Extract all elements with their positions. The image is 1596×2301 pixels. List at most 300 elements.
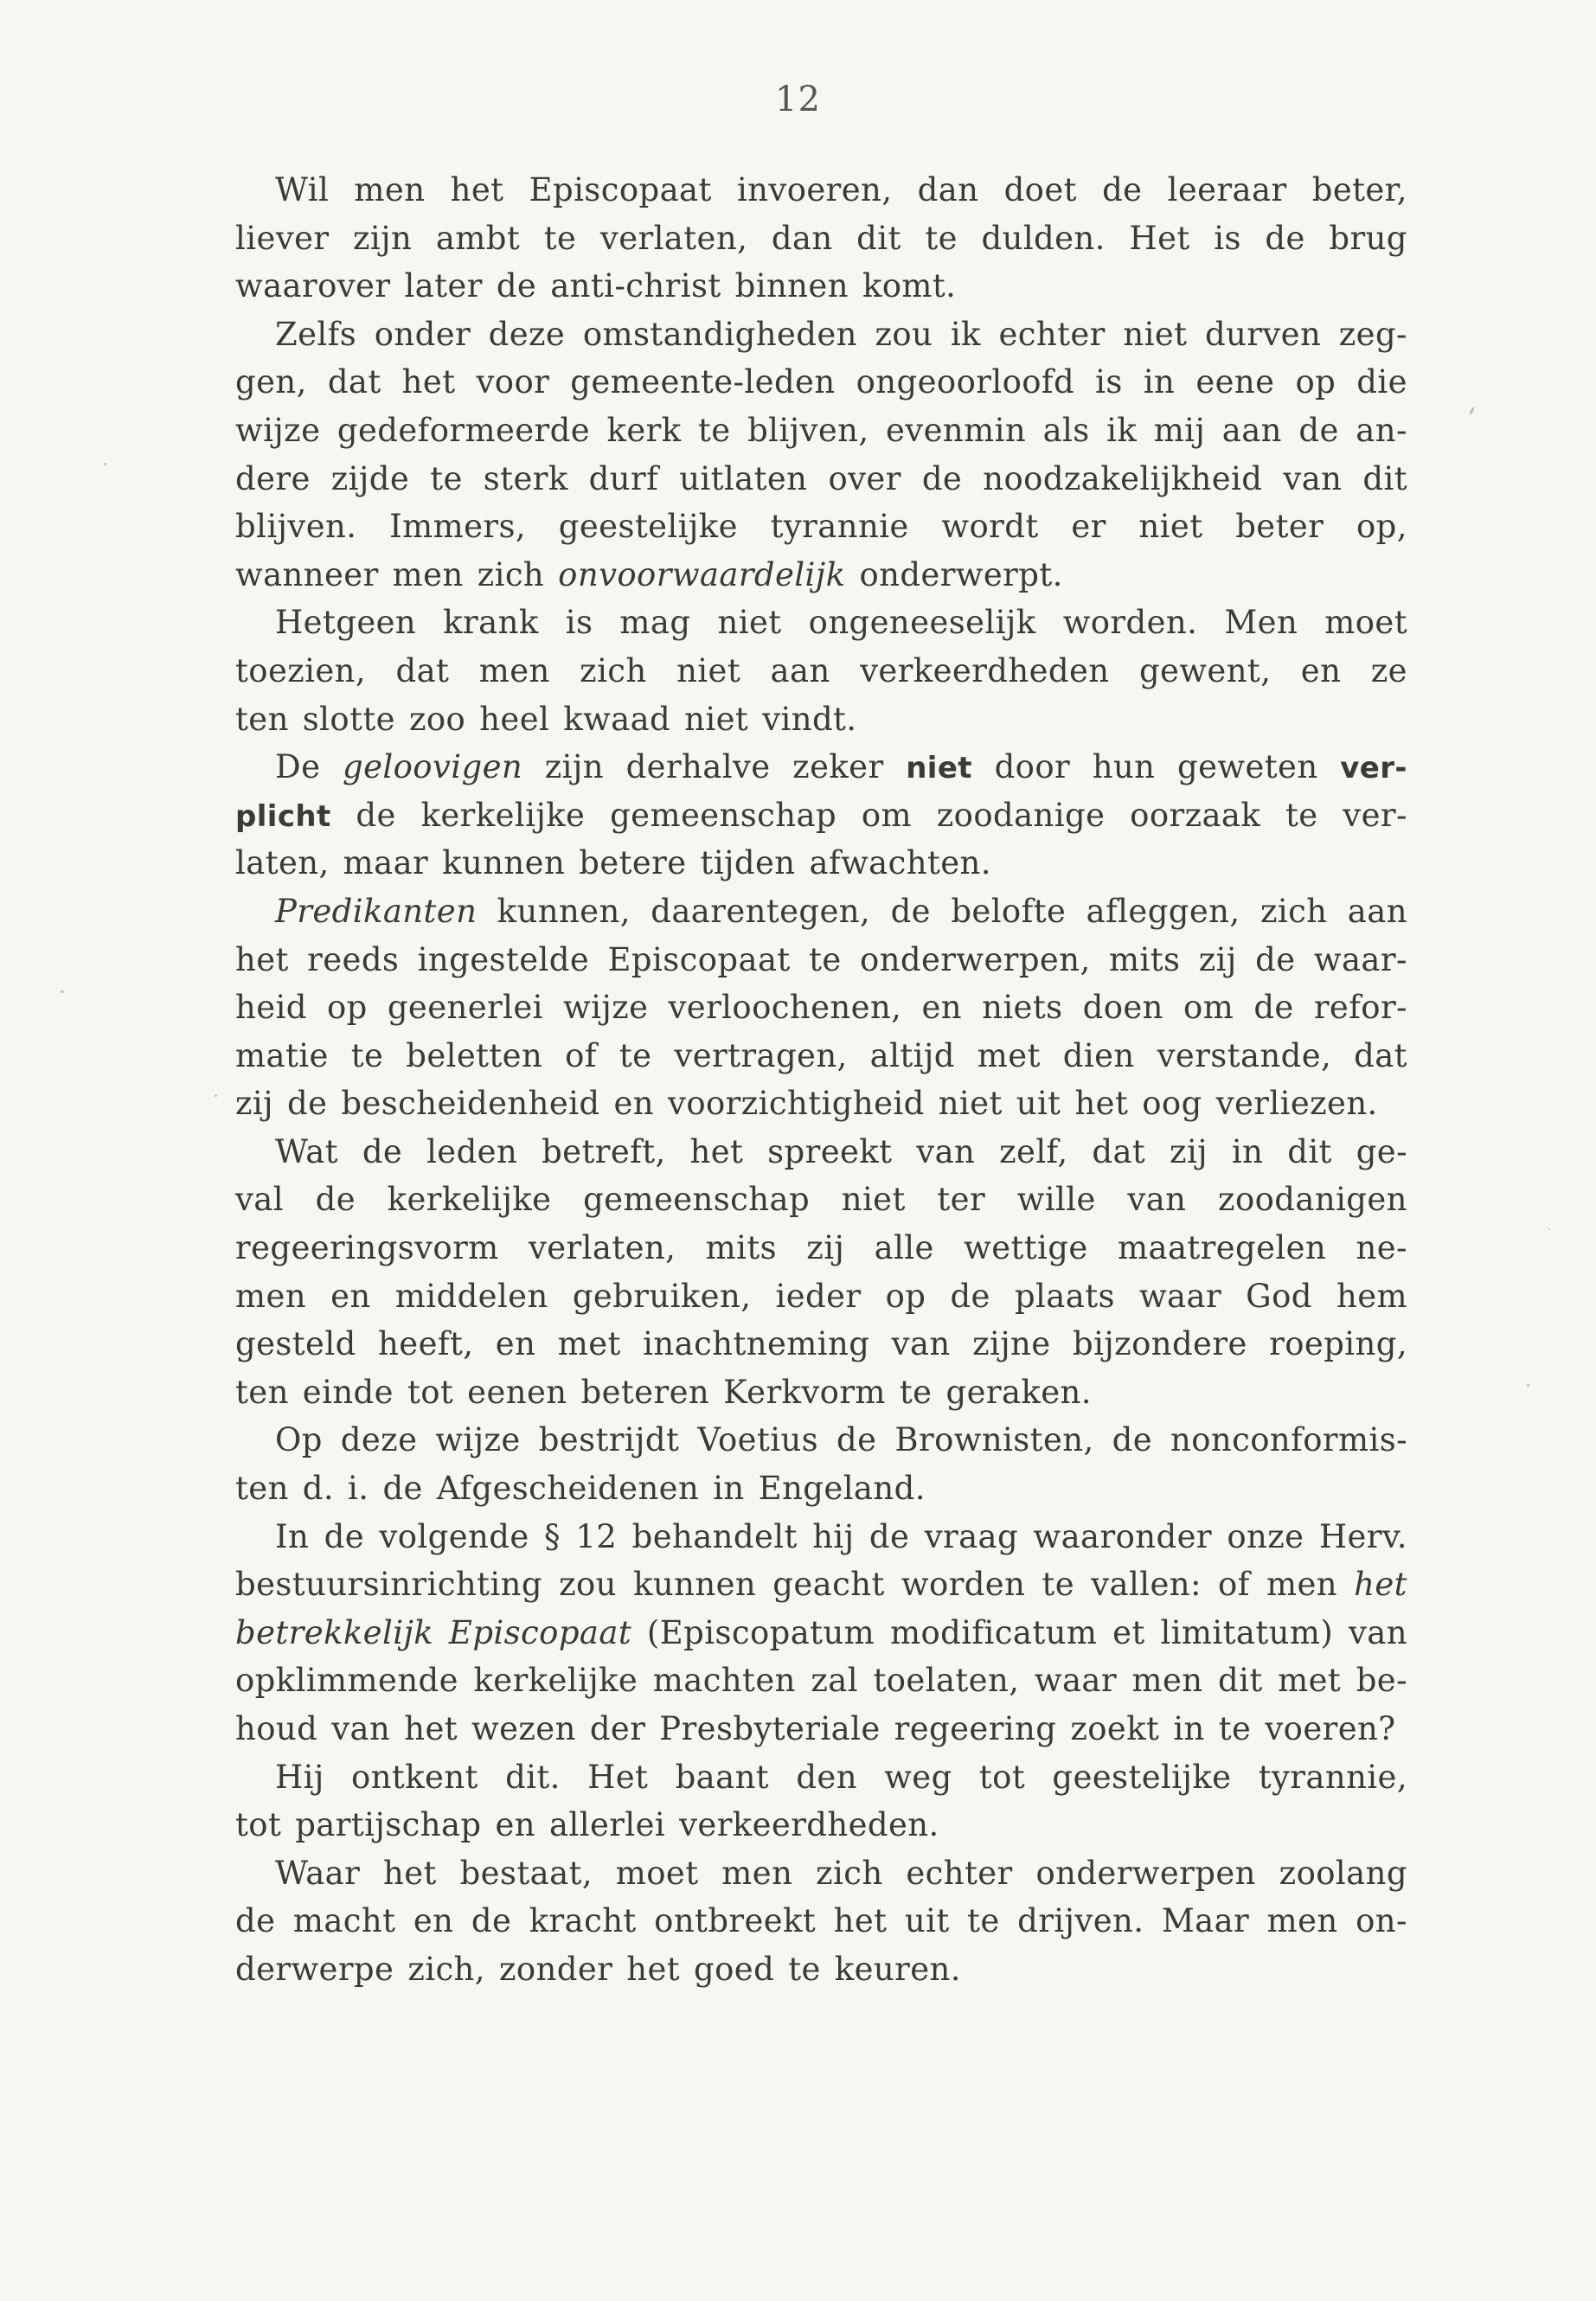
word: Brownisten, — [894, 1421, 1094, 1459]
word: noodzakelijkheid — [983, 459, 1263, 497]
word: te — [967, 1902, 1000, 1940]
word: is — [565, 604, 593, 642]
word: aan — [1221, 411, 1282, 449]
word: dat — [395, 651, 450, 689]
word: mits — [1109, 940, 1181, 978]
word: in — [1231, 1132, 1264, 1170]
word: roeping, — [1269, 1325, 1407, 1363]
word: beteren — [580, 1373, 710, 1411]
word: worden. — [1062, 604, 1198, 642]
word: gebruiken, — [572, 1277, 752, 1315]
word: sterk — [483, 459, 568, 497]
word: oorzaak — [1130, 796, 1261, 834]
word: hun — [1092, 748, 1156, 786]
word: wanneer — [235, 555, 379, 593]
word: de — [471, 1902, 512, 1940]
word: worden — [901, 1566, 1026, 1604]
word: de — [1265, 219, 1305, 257]
word: dat — [1092, 1132, 1146, 1170]
word: mag — [619, 604, 691, 642]
word: blijven, — [747, 411, 869, 449]
word: en — [330, 1277, 371, 1315]
word: zich — [580, 651, 647, 689]
text-line — [235, 1037, 1407, 1086]
word: tijden — [700, 844, 796, 882]
scan-speck — [215, 1094, 217, 1097]
word: van — [1283, 459, 1343, 497]
word: gemeenschap — [583, 1181, 811, 1219]
word: op, — [1356, 508, 1407, 546]
word: geloovigen — [342, 748, 523, 786]
word: kunnen, — [497, 892, 631, 930]
word: wijze — [235, 411, 321, 449]
word: er — [1071, 508, 1106, 546]
word: ten — [235, 700, 289, 738]
word: met — [977, 1036, 1041, 1074]
word: wille — [1016, 1181, 1096, 1219]
text-line — [235, 1470, 1407, 1518]
word: i. — [348, 1470, 369, 1508]
text-line — [235, 316, 1407, 364]
word: modificatum — [889, 1613, 1098, 1651]
word: onder — [374, 315, 471, 353]
word: op — [1295, 363, 1336, 401]
word: zeg- — [1338, 315, 1407, 353]
word: op — [326, 989, 368, 1027]
text-line — [235, 1662, 1407, 1710]
word: ieder — [775, 1277, 862, 1315]
word: Predikanten — [275, 892, 478, 930]
word: de — [1102, 171, 1143, 208]
word: drijven. — [1017, 1902, 1144, 1940]
word: on- — [1356, 1902, 1407, 1940]
word: kerkelijke — [387, 1181, 552, 1219]
text-line — [235, 893, 1407, 941]
word: liever — [235, 219, 330, 257]
word: dit — [1362, 459, 1407, 497]
word: dan — [771, 219, 833, 257]
text-line — [235, 844, 1407, 893]
word: of — [565, 1036, 597, 1074]
scan-speck — [104, 463, 106, 465]
word: plicht — [235, 798, 331, 834]
word: durven — [1204, 315, 1322, 353]
word: 12 — [575, 1517, 618, 1555]
text-line — [235, 604, 1407, 652]
word: het — [1354, 1566, 1407, 1604]
word: niet — [938, 1085, 1003, 1123]
text-line — [235, 652, 1407, 701]
word: men — [478, 651, 550, 689]
word: zonder — [498, 1950, 613, 1988]
word: kunnen — [442, 844, 566, 882]
scan-speck — [1548, 1228, 1550, 1230]
word: wijze — [435, 1421, 521, 1459]
word: de — [324, 1517, 365, 1555]
word: derhalve — [625, 748, 771, 786]
word: betere — [579, 844, 687, 882]
word: eene — [1195, 363, 1275, 401]
word: geestelijke — [1052, 1758, 1232, 1796]
word: ver- — [1343, 796, 1407, 834]
word: deze — [488, 315, 566, 353]
word: onderwerpen — [1035, 1854, 1256, 1892]
word: zou — [875, 315, 933, 353]
word: uit — [1016, 1085, 1061, 1123]
word: nonconformis- — [1170, 1421, 1407, 1459]
word: oog — [1142, 1085, 1202, 1123]
word: brug — [1329, 219, 1407, 257]
word: belofte — [951, 892, 1067, 930]
word: ambt — [435, 219, 521, 257]
word: men — [1266, 1566, 1337, 1604]
word: de — [921, 459, 963, 497]
word: te — [1042, 1566, 1075, 1604]
word: men — [1131, 1662, 1203, 1700]
word: vraag — [924, 1517, 1019, 1555]
word: zich — [816, 1854, 883, 1892]
text-line — [235, 989, 1407, 1037]
word: God — [1246, 1277, 1312, 1315]
word: heid — [235, 989, 307, 1027]
word: op — [885, 1277, 926, 1315]
word: onze — [1227, 1517, 1304, 1555]
word: dit — [1218, 1662, 1263, 1700]
word: limitatum) — [1160, 1613, 1334, 1651]
word: in — [1143, 363, 1176, 401]
word: van — [891, 1325, 951, 1363]
word: zoo — [408, 700, 466, 738]
word: verkeerdheden. — [679, 1806, 939, 1844]
word: doen — [1082, 989, 1163, 1027]
word: Voetius — [697, 1421, 819, 1459]
word: plaats — [1014, 1277, 1115, 1315]
text-line — [235, 701, 1407, 749]
word: verstande, — [1157, 1036, 1332, 1074]
text-line — [235, 1710, 1407, 1759]
text-line — [235, 1566, 1407, 1614]
word: dan — [917, 171, 979, 208]
word: deze — [340, 1421, 418, 1459]
word: de — [382, 1470, 423, 1508]
text-line — [235, 1614, 1407, 1663]
word: om — [1183, 989, 1234, 1027]
word: uitlaten — [679, 459, 808, 497]
word: zoekt — [1070, 1710, 1160, 1747]
word: niet — [717, 604, 782, 642]
word: of — [1218, 1566, 1250, 1604]
word: het — [1074, 1085, 1129, 1123]
word: reeds — [307, 940, 400, 978]
word: van — [1348, 1613, 1407, 1651]
text-line — [235, 171, 1407, 220]
word: niets — [982, 989, 1063, 1027]
word: Engeland. — [758, 1470, 926, 1508]
word: uit — [904, 1902, 950, 1940]
text-line — [235, 220, 1407, 268]
word: het — [401, 363, 456, 401]
word: gesteld — [235, 1325, 356, 1363]
word: vallen: — [1091, 1566, 1202, 1604]
word: voorzichtigheid — [668, 1085, 925, 1123]
word: aan — [770, 651, 830, 689]
word: ontkent — [351, 1758, 478, 1796]
word: de — [496, 267, 537, 305]
word: in — [1173, 1710, 1205, 1747]
text-line — [235, 508, 1407, 556]
scan-speck — [61, 990, 64, 993]
text-line — [235, 1518, 1407, 1567]
word: spreekt — [767, 1132, 893, 1170]
word: bijzondere — [1072, 1325, 1247, 1363]
word: waaronder — [1033, 1517, 1212, 1555]
word: door — [994, 748, 1071, 786]
text-line — [235, 412, 1407, 460]
word: wordt — [941, 508, 1039, 546]
word: dat — [1354, 1036, 1407, 1074]
word: ge- — [1356, 1132, 1407, 1170]
word: dit — [856, 219, 901, 257]
word: gewent, — [1138, 651, 1272, 689]
word: Kerkvorm — [723, 1373, 886, 1411]
word: opklimmende — [235, 1662, 458, 1700]
word: en — [495, 1325, 536, 1363]
word: Afgescheidenen — [436, 1470, 700, 1508]
word: onderwerpen, — [860, 940, 1091, 978]
word: invoeren, — [736, 171, 893, 208]
word: de — [1255, 940, 1296, 978]
text-line — [235, 1229, 1407, 1278]
word: aan — [1347, 892, 1407, 930]
word: toezien, — [235, 651, 367, 689]
text-line — [235, 1902, 1407, 1951]
text-line — [235, 1421, 1407, 1470]
word: De — [275, 748, 321, 786]
word: niet — [1138, 508, 1203, 546]
text-line — [235, 556, 1407, 605]
word: ongeneeselijk — [808, 604, 1036, 642]
word: het — [626, 1950, 681, 1988]
text-line — [235, 1133, 1407, 1182]
word: ze — [1370, 651, 1407, 689]
word: dat — [327, 363, 381, 401]
word: einde — [302, 1373, 394, 1411]
word: regeering — [894, 1710, 1057, 1747]
word: (Episcopatum — [646, 1613, 875, 1651]
word: macht — [292, 1902, 396, 1940]
text-line — [235, 1278, 1407, 1326]
word: zou — [559, 1566, 617, 1604]
word: de — [362, 1132, 403, 1170]
word: de — [1253, 989, 1294, 1027]
word: men — [721, 1854, 793, 1892]
word: waar- — [1313, 940, 1407, 978]
word: zij — [1170, 1132, 1208, 1170]
word: van — [1127, 1181, 1187, 1219]
word: ongeoorloofd — [856, 363, 1075, 401]
word: behandelt — [631, 1517, 798, 1555]
word: maatregelen — [1118, 1229, 1327, 1267]
word: te — [1285, 796, 1318, 834]
word: is — [1214, 219, 1241, 257]
word: als — [1042, 411, 1090, 449]
word: de — [890, 892, 931, 930]
word: zijn — [353, 219, 413, 257]
word: wijze — [563, 989, 649, 1027]
word: ontbreekt — [654, 1902, 817, 1940]
word: gedeformeerde — [337, 411, 591, 449]
word: hij — [812, 1517, 855, 1555]
word: onderwerpt. — [859, 555, 1063, 593]
word: ten — [235, 1373, 289, 1411]
word: geenerlei — [387, 989, 543, 1027]
word: weg — [884, 1758, 952, 1796]
word: an- — [1356, 411, 1407, 449]
word: et — [1112, 1613, 1145, 1651]
word: is — [1095, 363, 1123, 401]
word: moet — [1324, 604, 1407, 642]
word: zoodanige — [936, 796, 1106, 834]
word: waarover — [235, 267, 391, 305]
word: te — [619, 1036, 652, 1074]
text-line — [235, 1855, 1407, 1903]
word: geestelijke — [558, 508, 738, 546]
text-line — [235, 1085, 1407, 1133]
word: Waar — [275, 1854, 361, 1892]
word: de — [235, 1902, 276, 1940]
word: ten — [235, 1470, 289, 1508]
word: van — [916, 1132, 976, 1170]
word: In — [275, 1517, 310, 1555]
word: toelaten, — [873, 1662, 1020, 1700]
word: tyrannie, — [1258, 1758, 1407, 1796]
word: leden — [426, 1132, 518, 1170]
word: kwaad — [563, 700, 671, 738]
word: goed — [694, 1950, 775, 1988]
word: te — [698, 411, 731, 449]
word: verloochenen, — [668, 989, 902, 1027]
word: ter — [937, 1181, 986, 1219]
word: te — [899, 1373, 933, 1411]
word: den — [796, 1758, 857, 1796]
word: heel — [479, 700, 550, 738]
word: en — [413, 1902, 454, 1940]
word: het — [450, 171, 504, 208]
word: waar — [1138, 1277, 1222, 1315]
word: geacht — [772, 1566, 885, 1604]
word: voor — [476, 363, 550, 401]
word: om — [861, 796, 912, 834]
scan-speck — [1469, 407, 1476, 415]
word: Wil — [275, 171, 330, 208]
word: doet — [1003, 171, 1077, 208]
page-number: 12 — [775, 80, 821, 119]
word: de — [287, 1085, 328, 1123]
word: gemeente-leden — [570, 363, 836, 401]
word: men — [354, 171, 426, 208]
scan-speck — [1527, 1384, 1529, 1387]
word: wettige — [964, 1229, 1088, 1267]
word: be- — [1356, 1662, 1407, 1700]
word: te — [1218, 1710, 1252, 1747]
word: betreft, — [542, 1132, 666, 1170]
word: Wat — [275, 1132, 338, 1170]
word: Zelfs — [275, 315, 357, 353]
word: vindt. — [762, 700, 857, 738]
word: omstandigheden — [582, 315, 857, 353]
word: dit. — [505, 1758, 561, 1796]
word: te — [809, 940, 842, 978]
word: de — [950, 1277, 990, 1315]
word: afleggen, — [1086, 892, 1240, 930]
word: d. — [302, 1470, 335, 1508]
text-line — [235, 1951, 1407, 1999]
word: moet — [615, 1854, 699, 1892]
word: het — [404, 1710, 458, 1747]
word: de — [315, 1181, 356, 1219]
word: kunnen — [633, 1566, 757, 1604]
word: onvoorwaardelijk — [558, 555, 846, 593]
word: inachtneming — [643, 1325, 870, 1363]
word: verkeerdheden — [860, 651, 1110, 689]
word: dien — [1062, 1036, 1135, 1074]
word: het — [689, 1132, 744, 1170]
word: het — [833, 1902, 888, 1940]
word: niet — [1123, 315, 1188, 353]
word: Het — [1129, 219, 1190, 257]
word: niet — [676, 651, 741, 689]
word: kerkelijke — [420, 796, 586, 834]
word: zijn — [544, 748, 604, 786]
word: gemeenschap — [610, 796, 837, 834]
word: de — [869, 1517, 910, 1555]
text-line — [235, 1181, 1407, 1229]
word: baant — [675, 1758, 770, 1796]
word: de — [1112, 1421, 1152, 1459]
text-line — [235, 748, 1407, 797]
word: voeren? — [1265, 1710, 1396, 1747]
word: die — [1356, 363, 1407, 401]
text-line — [235, 460, 1407, 509]
word: men — [392, 555, 464, 593]
text-line — [235, 267, 1407, 316]
word: betrekkelijk — [235, 1613, 434, 1651]
word: bestuursinrichting — [235, 1566, 542, 1604]
word: bestaat, — [459, 1854, 593, 1892]
word: ver- — [1340, 751, 1407, 786]
text-line — [235, 1374, 1407, 1422]
word: zich — [477, 555, 545, 593]
word: te — [350, 1036, 384, 1074]
word: dit — [1287, 1132, 1332, 1170]
word: Hij — [275, 1758, 324, 1796]
word: afwachten. — [809, 844, 991, 882]
word: en — [495, 1806, 536, 1844]
word: beletten — [406, 1036, 543, 1074]
word: en — [613, 1085, 655, 1123]
word: allerlei — [549, 1806, 666, 1844]
word: durf — [588, 459, 659, 497]
word: echter — [906, 1854, 1013, 1892]
word: val — [235, 1181, 284, 1219]
word: hem — [1336, 1277, 1407, 1315]
word: kerkelijke — [473, 1662, 638, 1700]
word: waar — [1034, 1662, 1117, 1700]
body-text — [235, 171, 1407, 1999]
word: zijde — [330, 459, 410, 497]
word: machten — [652, 1662, 796, 1700]
word: Herv. — [1318, 1517, 1407, 1555]
